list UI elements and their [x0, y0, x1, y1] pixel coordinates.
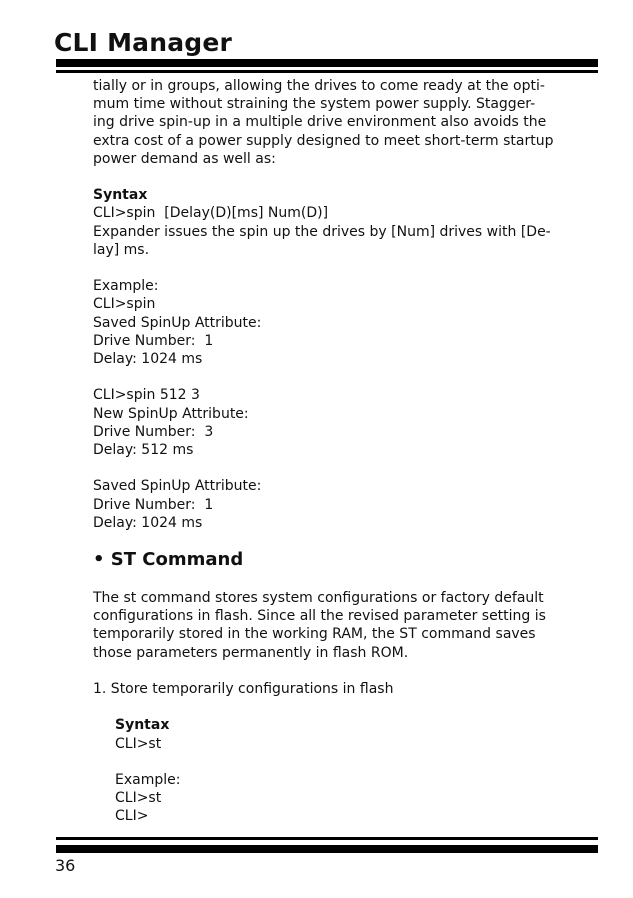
- st-description-line: temporarily stored in the working RAM, the ST command saves: [93, 626, 536, 643]
- intro-line: tially or in groups, allowing the drives to come ready at the opti-: [93, 78, 545, 94]
- intro-line: extra cost of a power supply designed to meet short-term startup: [93, 132, 554, 149]
- spin-description-line: Expander issues the spin up the drives by [Num] drives with [De-: [93, 223, 551, 240]
- example-line: Delay: 512 ms: [93, 442, 194, 459]
- example-line: CLI>st: [115, 790, 162, 807]
- st-command-heading: • ST Command: [93, 549, 244, 570]
- syntax-label: Syntax: [115, 717, 170, 734]
- st-section: [93, 589, 593, 826]
- example-line: Delay: 1024 ms: [93, 351, 203, 368]
- example-line: CLI>: [115, 808, 149, 825]
- st-description-line: The st command stores system configurations or factory default: [93, 590, 544, 606]
- intro-line: mum time without straining the system power supply. Stagger-: [93, 96, 536, 113]
- example-line: CLI>spin 512 3: [93, 387, 200, 404]
- st-list-item: 1. Store temporarily configurations in flash: [93, 681, 394, 697]
- example-line: Drive Number: 1: [93, 332, 214, 349]
- page-number: 36: [55, 856, 76, 875]
- syntax-label: Syntax: [93, 187, 148, 204]
- intro-line: ing drive spin-up in a multiple drive environment also avoids the: [93, 114, 547, 131]
- example-line: Saved SpinUp Attribute:: [93, 478, 262, 495]
- header-rule-thin: [56, 70, 598, 73]
- intro-line: power demand as well as:: [93, 150, 276, 167]
- syntax-line: CLI>st: [115, 735, 162, 752]
- st-description-line: those parameters permanently in flash ROM.: [93, 644, 409, 661]
- page-title: CLI Manager: [54, 28, 233, 57]
- example-line: New SpinUp Attribute:: [93, 405, 249, 422]
- syntax-line: CLI>spin [Delay(D)[ms] Num(D)]: [93, 205, 329, 222]
- example-line: Drive Number: 1: [93, 496, 214, 513]
- footer-rule-thin: [56, 837, 598, 840]
- header-rule-thick: [56, 59, 598, 67]
- example-line: Saved SpinUp Attribute:: [93, 314, 262, 331]
- st-description-line: configurations in flash. Since all the revised parameter setting is: [93, 608, 546, 625]
- example-line: Example:: [115, 771, 181, 788]
- spin-description-line: lay] ms.: [93, 241, 150, 258]
- example-line: CLI>spin: [93, 296, 156, 313]
- example-line: Drive Number: 3: [93, 423, 214, 440]
- spin-section: [93, 77, 593, 532]
- example-line: Example:: [93, 278, 159, 295]
- footer-rule-thick: [56, 845, 598, 853]
- example-line: Delay: 1024 ms: [93, 514, 203, 531]
